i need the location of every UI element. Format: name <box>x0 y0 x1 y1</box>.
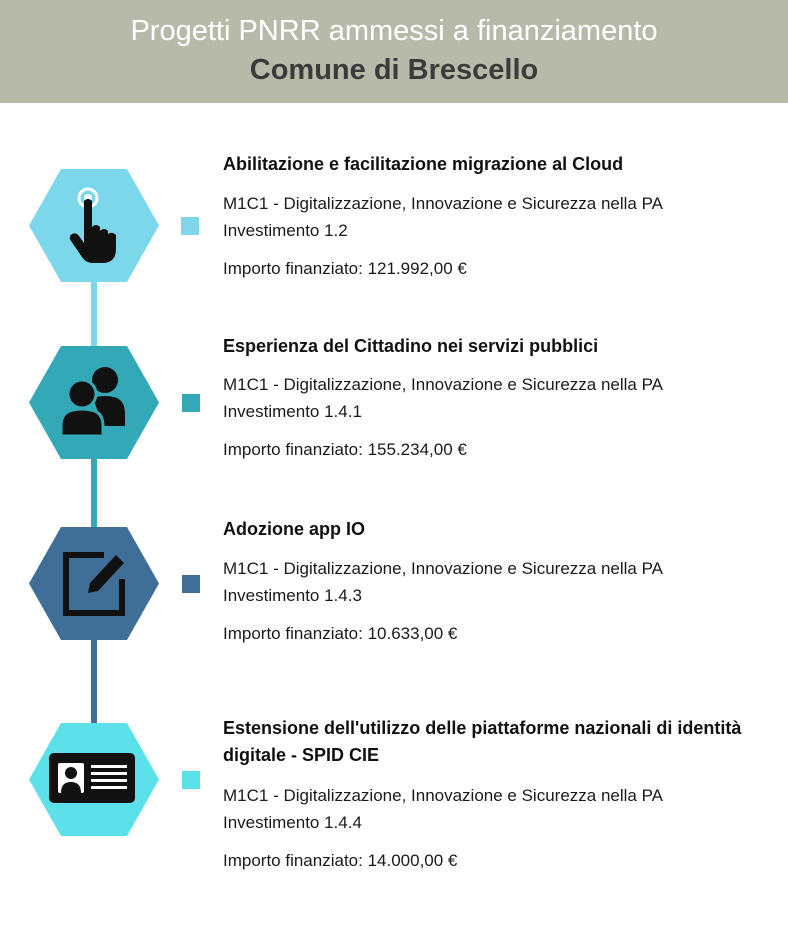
project-marker <box>182 575 200 593</box>
project-marker <box>182 771 200 789</box>
timeline-connector <box>91 280 97 350</box>
timeline-connector <box>91 638 97 726</box>
project-investment: Investimento 1.4.3 <box>223 586 362 605</box>
project-amount: Importo finanziato: 121.992,00 € <box>223 259 467 278</box>
header-subtitle: Comune di Brescello <box>249 54 539 86</box>
header-title: Progetti PNRR ammessi a finanziamento <box>130 15 658 47</box>
project-title: Estensione dell'utilizzo delle piattaforme nazionali di identità digitale - SPID CIE <box>223 718 742 765</box>
project-title: Adozione app IO <box>223 519 365 539</box>
project-hexagon-cittadino <box>29 346 159 459</box>
project-mission: M1C1 - Digitalizzazione, Innovazione e Sicurezza nella PA <box>223 194 664 213</box>
project-hexagon-spid-cie <box>29 723 159 836</box>
project-investment: Investimento 1.4.1 <box>223 402 362 421</box>
project-amount: Importo finanziato: 14.000,00 € <box>223 851 458 870</box>
project-mission: M1C1 - Digitalizzazione, Innovazione e Sicurezza nella PA <box>223 559 664 578</box>
users-icon <box>59 364 129 438</box>
project-marker <box>182 394 200 412</box>
project-mission: M1C1 - Digitalizzazione, Innovazione e Sicurezza nella PA <box>223 375 664 394</box>
project-title: Esperienza del Cittadino nei servizi pubblici <box>223 336 599 356</box>
project-title: Abilitazione e facilitazione migrazione al Cloud <box>223 154 624 174</box>
project-marker <box>181 217 199 235</box>
project-mission: M1C1 - Digitalizzazione, Innovazione e Sicurezza nella PA <box>223 786 664 805</box>
id-card-icon <box>49 753 135 803</box>
timeline-connector <box>91 458 97 530</box>
project-hexagon-app-io <box>29 527 159 640</box>
touch-hand-icon <box>66 187 122 265</box>
project-amount: Importo finanziato: 155.234,00 € <box>223 440 467 459</box>
project-hexagon-cloud <box>29 169 159 282</box>
header-banner <box>0 0 788 103</box>
project-amount: Importo finanziato: 10.633,00 € <box>223 624 458 643</box>
project-investment: Investimento 1.4.4 <box>223 813 362 832</box>
project-investment: Investimento 1.2 <box>223 221 348 240</box>
edit-icon <box>62 549 128 617</box>
